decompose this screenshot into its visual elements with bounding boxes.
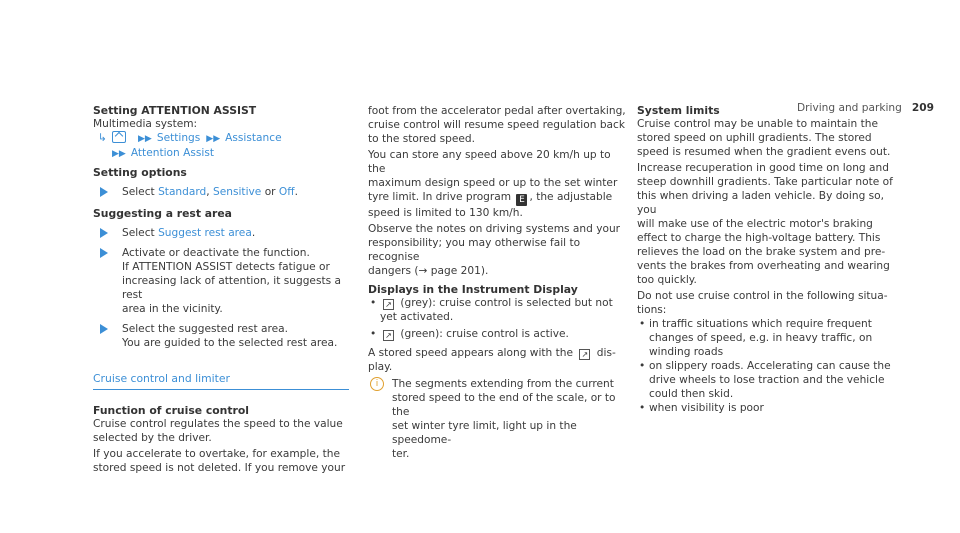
body-text-part: A stored speed appears along with the <box>368 347 574 359</box>
body-text: changes of speed, e.g. in heavy traffic, on <box>649 332 873 344</box>
heading-suggesting-rest-area: Suggesting a rest area <box>93 207 232 220</box>
body-text: to the stored speed. <box>368 133 476 145</box>
body-text: Cruise control may be unable to maintain the <box>637 118 878 130</box>
body-text <box>368 190 630 206</box>
note-text: The segments extending from the current <box>392 378 614 390</box>
body-text: vents the brakes from overheating and wearing <box>637 260 890 272</box>
body-text: Cruise control regulates the speed to the value <box>93 418 343 430</box>
body-text: on slippery roads. Accelerating can cause the <box>649 360 891 372</box>
body-text: too quickly. <box>637 274 697 286</box>
info-note <box>368 377 630 461</box>
list-item <box>368 327 630 341</box>
path-assistance: Assistance <box>225 132 282 144</box>
step-text: Select <box>122 186 155 198</box>
step-text: Activate or deactivate the function. <box>122 247 310 259</box>
body-text: Observe the notes on driving systems and your <box>368 223 621 235</box>
list-item <box>637 317 899 359</box>
double-chevron-icon: ▶▶ <box>206 134 221 144</box>
step-select-rest-area <box>93 322 353 350</box>
body-text: dangers (→ page 201). <box>368 265 489 277</box>
heading-displays-instrument: Displays in the Instrument Display <box>368 283 578 296</box>
section-cruise-control: Cruise control and limiter <box>93 372 349 390</box>
column-2 <box>368 104 630 461</box>
body-text: cruise control will resume speed regulation back <box>368 119 625 131</box>
bullet-icon: • <box>639 318 646 330</box>
or-text: or <box>264 186 276 198</box>
body-text: speed is limited to 130 km/h. <box>368 207 523 219</box>
note-text: ter. <box>392 448 410 460</box>
body-text: when visibility is poor <box>649 402 764 414</box>
body-text: yet activated. <box>380 311 454 323</box>
body-text: relieves the load on the brake system and pre- <box>637 246 886 258</box>
heading-system-limits: System limits <box>637 104 720 117</box>
body-text: in traffic situations which require frequent <box>649 318 872 330</box>
list-item <box>637 401 899 415</box>
column-3 <box>637 104 899 415</box>
body-text: steep downhill gradients. Take particular note of <box>637 176 893 188</box>
body-text: winding roads <box>649 346 724 358</box>
menu-path-2 <box>98 146 353 161</box>
step-text: increasing lack of attention, it suggests a rest <box>122 275 341 301</box>
step-triangle-icon <box>97 187 110 198</box>
heading-function-cruise-control: Function of cruise control <box>93 404 249 417</box>
body-text <box>368 346 630 360</box>
step-triangle-icon <box>97 324 110 335</box>
body-text: could then skid. <box>649 388 734 400</box>
body-text-part: dis- <box>596 347 616 359</box>
bullet-icon: • <box>370 328 377 340</box>
step-triangle-icon <box>97 228 110 239</box>
body-text: effect to charge the high-voltage battery. This <box>637 232 881 244</box>
step-text: If ATTENTION ASSIST detects fatigue or <box>122 261 330 273</box>
step-select-option: Select Standard, Sensitive or Off. <box>93 185 353 199</box>
body-text: speed is resumed when the gradient evens out. <box>637 146 891 158</box>
body-text: play. <box>368 361 393 373</box>
option-sensitive: Sensitive <box>213 186 262 198</box>
body-text: this when driving a laden vehicle. By doing so, you <box>637 190 885 216</box>
option-standard: Standard <box>158 186 207 198</box>
step-text: Select <box>122 227 155 239</box>
body-text-part: (grey): cruise control is selected but not <box>400 297 613 309</box>
step-text: You are guided to the selected rest area. <box>122 337 338 349</box>
column-1 <box>93 104 353 475</box>
home-icon <box>112 131 126 143</box>
header-title: Driving and parking <box>797 102 902 114</box>
bullet-icon: • <box>639 360 646 372</box>
body-text-part: , the adjustable <box>529 191 613 203</box>
drive-program-e-icon: E <box>516 194 527 206</box>
note-text: set winter tyre limit, light up in the speedome- <box>392 420 577 446</box>
body-text: selected by the driver. <box>93 432 212 444</box>
cruise-control-icon: ↗ <box>383 299 394 310</box>
cruise-control-icon: ↗ <box>579 349 590 360</box>
body-text: Do not use cruise control in the following situa- <box>637 290 888 302</box>
path-arrow-icon: ↳ <box>98 132 107 144</box>
body-text: maximum design speed or up to the set winter <box>368 177 618 189</box>
body-text-part: tyre limit. In drive program <box>368 191 512 203</box>
path-attention-assist: Attention Assist <box>130 147 215 159</box>
step-triangle-icon <box>97 248 110 259</box>
list-item <box>637 359 899 401</box>
bullet-icon: • <box>639 402 646 414</box>
body-text: You can store any speed above 20 km/h up to the <box>368 149 611 175</box>
heading-setting-options: Setting options <box>93 166 187 179</box>
step-text: area in the vicinity. <box>122 303 223 315</box>
step-text: Select the suggested rest area. <box>122 323 288 335</box>
body-text: will make use of the electric motor's braking <box>637 218 873 230</box>
heading-setting-attention-assist: Setting ATTENTION ASSIST <box>93 104 257 117</box>
option-off: Off <box>278 186 295 198</box>
double-chevron-icon: ▶▶ <box>112 149 126 159</box>
path-settings: Settings <box>156 132 201 144</box>
body-text: tions: <box>637 304 667 316</box>
body-text: Increase recuperation in good time on long and <box>637 162 889 174</box>
step-activate <box>93 246 353 316</box>
step-select-suggest: Select Suggest rest area. <box>93 226 353 240</box>
cruise-control-icon: ↗ <box>383 330 394 341</box>
multimedia-label: Multimedia system: <box>93 118 198 130</box>
body-text: stored speed is not deleted. If you remove your <box>93 462 346 474</box>
bullet-icon: • <box>370 297 377 309</box>
body-text: If you accelerate to overtake, for example, the <box>93 448 340 460</box>
body-text: stored speed on uphill gradients. The stored <box>637 132 872 144</box>
info-icon: i <box>370 377 384 391</box>
list-item <box>368 296 630 324</box>
body-text-part: (green): cruise control is active. <box>400 328 569 340</box>
option-suggest-rest-area: Suggest rest area <box>158 227 252 239</box>
note-text: stored speed to the end of the scale, or to the <box>392 392 616 418</box>
menu-path <box>98 131 353 146</box>
double-chevron-icon: ▶▶ <box>138 134 152 144</box>
body-text: responsibility; you may otherwise fail to recognise <box>368 237 581 263</box>
body-text: foot from the accelerator pedal after overtaking, <box>368 105 626 117</box>
page-number: 209 <box>911 102 934 114</box>
body-text: drive wheels to lose traction and the vehicle <box>649 374 885 386</box>
